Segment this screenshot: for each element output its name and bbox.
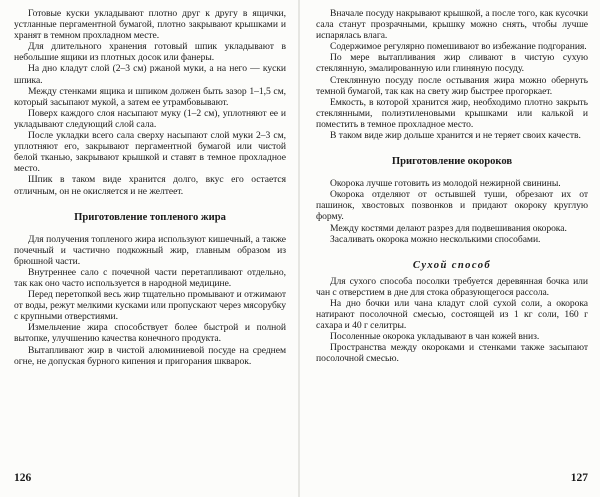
right-section2-paragraph-1: Для сухого способа посолки требуется деревянная бочка или чан с отверстием в дне для стока образующегося рассола. (316, 275, 588, 298)
page-gutter (298, 0, 300, 497)
left-section-title: Приготовление топленого жира (74, 211, 226, 223)
right-section1-paragraph-2: Окорока отделяют от остывшей туши, обрезают их от пашинок, хвостовых позвонков и придают окороку круглую форму. (316, 189, 588, 223)
right-paragraph-4: Стеклянную посуду после остывания жира можно обернуть темной бумагой, так как на свету жир быстрее прогоркает. (316, 74, 588, 97)
left-page (14, 8, 286, 488)
right-paragraph-3: По мере вытапливания жир сливают в чистую сухую стеклянную, эмалированную или глиняную посуду. (316, 52, 588, 75)
right-page (316, 8, 588, 488)
right-section1-paragraph-1: Окорока лучше готовить из молодой нежирной свинины. (330, 178, 561, 190)
right-paragraph-6: В таком виде жир дольше хранится и не теряет своих качеств. (330, 130, 581, 142)
right-section1-paragraph-4: Засаливать окорока можно несколькими способами. (330, 233, 541, 245)
left-section-paragraph-3: Перед перетопкой весь жир тщательно промывают и отжимают от воды, режут мелкими кусками или пропускают через мясорубку с крупными отверстиями. (14, 289, 286, 323)
left-paragraph-5: Поверх каждого слоя насыпают муку (1–2 см), уплотняют ее и укладывают следующий слой сала. (14, 107, 286, 130)
right-section2-paragraph-3: Посоленные окорока укладывают в чан кожей вниз. (330, 331, 540, 343)
left-paragraph-6: После укладки всего сала сверху насыпают слой муки 2–3 см, уплотняют его, закрывают пергаментной бумагой или чистой белой тканью, закрывают крышкой и ставят в темное прохладное место. (14, 130, 286, 175)
right-paragraph-2: Содержимое регулярно помешивают во избежание подгорания. (330, 41, 587, 53)
left-section-paragraph-2: Внутреннее сало с почечной части перетапливают отдельно, так как оно часто используется в народной медицине. (14, 266, 286, 289)
right-section2-paragraph-4: Пространства между окороками и стенками также засыпают посолочной смесью. (316, 342, 588, 365)
right-section-title-dry-method: Сухой способ (412, 259, 492, 271)
left-paragraph-4: Между стенками ящика и шпиком должен быть зазор 1–1,5 см, который засыпают мукой, а затем ее утрамбовывают. (14, 85, 286, 108)
left-section-paragraph-5: Вытапливают жир в чистой алюминиевой посуде на среднем огне, не допуская бурного кипения и пригорания шкварок. (14, 344, 286, 367)
left-paragraph-7: Шпик в таком виде хранится долго, вкус его остается отличным, он не окисляется и не желтеет. (14, 174, 286, 197)
right-section2-paragraph-2: На дно бочки или чана кладут слой сухой соли, а окорока натирают посолочной смесью, состоящей из 1 кг соли, 160 г сахара и 40 г селитры. (316, 297, 588, 332)
left-paragraph-1: Готовые куски укладывают плотно друг к другу в ящички, устланные пергаментной бумагой, плотно закрывают крышками и хранят в темном прохладном месте. (14, 8, 286, 42)
left-paragraph-3: На дно кладут слой (2–3 см) ржаной муки, а на него — куски шпика. (14, 63, 286, 86)
right-paragraph-5: Емкость, в которой хранится жир, необходимо плотно закрыть стеклянными, полиэтиленовыми крышками или калькой и поместить в темное прохладное место. (316, 96, 588, 130)
right-section1-paragraph-3: Между костями делают разрез для подвешивания окорока. (330, 222, 567, 234)
left-section-paragraph-4: Измельчение жира способствует более быстрой и полной вытопке, улучшению качества конечного продукта. (14, 322, 286, 345)
page-number-right: 127 (570, 472, 588, 484)
left-section-paragraph-1: Для получения топленого жира используют кишечный, а также почечный и частично подкожный жир, главным образом из брюшной части. (14, 233, 286, 267)
right-section-title-hams: Приготовление окороков (391, 156, 513, 168)
right-paragraph-1: Вначале посуду накрывают крышкой, а после того, как кусочки сала станут прозрачными, крышку можно снять, чтобы лучше испарялась влага. (316, 8, 588, 42)
page-number-left: 126 (14, 472, 32, 484)
left-paragraph-2: Для длительного хранения готовый шпик укладывают в небольшие ящики из плотных досок или фанеры. (14, 41, 286, 64)
